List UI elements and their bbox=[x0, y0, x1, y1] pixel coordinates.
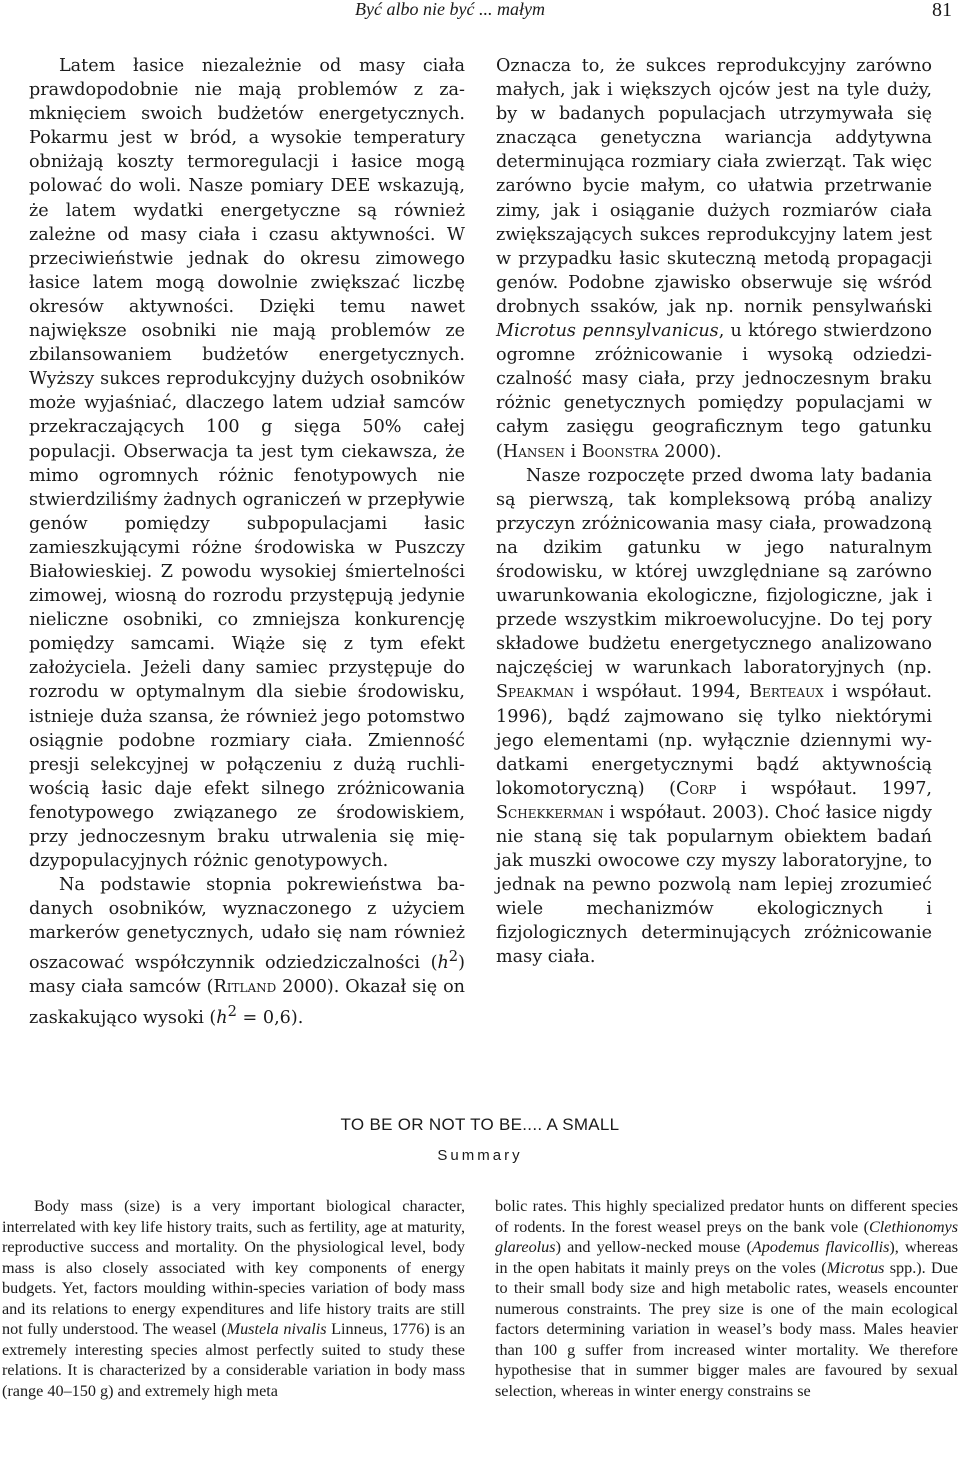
main-text-right-column bbox=[496, 54, 932, 970]
summary-text: ), whereas in the open habitats it mainly preys on the voles ( bbox=[495, 1238, 959, 1277]
citation-author: Corp bbox=[675, 778, 717, 799]
citation-author: Ritland bbox=[213, 977, 277, 998]
paragraph-text: 2000). Okazał się on zaskakująco wysoki ( bbox=[29, 977, 465, 1028]
paragraph-text: Na podstawie stopnia pokrewieństwa badanych osobników, wyznaczonego z użyciem markerów genetycznych, udało się nam również oszacować współczynnik odziedziczalności ( bbox=[29, 875, 465, 974]
heritability-symbol: h bbox=[216, 1007, 228, 1028]
heritability-symbol: h bbox=[437, 953, 449, 974]
species-name: Apodemus flavicollis bbox=[751, 1238, 890, 1256]
paragraph bbox=[496, 464, 932, 970]
citation-author: Berteaux bbox=[749, 682, 824, 703]
paragraph-text: , u którego stwierdzono ogromne zróżnicowanie i wysoką odziedziczalność masy ciała, przy jednoczesnym braku różnic genetycznych pomiędzy populacjami w całym zasięgu geograficznym tego gatunku ( bbox=[496, 321, 932, 462]
paragraph-text: Nasze rozpoczęte przed dwoma laty badania są pierwszą, tak kompleksową próbą analizy przyczyn zróżnicowania masy ciała, prowadzoną na dzikim gatunku w jego naturalnym środowisku, w której uwzględniane są zarówno uwarunkowania ekologiczne, fizjologiczne, jak i przede wszystkim mikroewolucyjne. Do tej pory składowe budżetu energetycznego analizowano najczęściej w warunkach laboratoryjnych (np. bbox=[496, 465, 932, 679]
summary-text: ) and yellow-necked mouse ( bbox=[555, 1238, 752, 1256]
species-name: Microtus bbox=[826, 1258, 885, 1277]
paragraph bbox=[29, 873, 465, 1029]
summary-text: spp.). Due to their small body size and high metabolic rates, weasels encounter numerous constraints. The prey size is one of the main ecological factors determining variation in weasel’s body mass. Males heavier than 100 g suffer from increased winter mortality. We therefore hypothesise that in summer bigger males are favoured by sexual selection, whereas in winter energy constrains se bbox=[495, 1258, 958, 1400]
summary-label: Summary bbox=[437, 1147, 523, 1164]
species-name: Microtus pennsylvanicus bbox=[496, 321, 719, 342]
paragraph-text: Latem łasice niezależnie od masy ciała prawdopodobnie nie mają problemów z zamknięciem swoich budżetów energetycznych. Pokarmu jest w bród, a wysokie temperatury obniżają koszty termoregulacji i łasice mogą polować do woli. Nasze pomiary DEE wskazują, że latem wydatki energetyczne są również zależne od masy ciała i czasu aktywności. W przeciwieństwie jednak do okresu zimowego łasice latem mogą dowolnie zwiększać liczbę okresów aktywności. Dzięki temu nawet największe osobniki nie mają problemów ze zbilansowaniem budżetów energetycznych. Wyższy sukces reprodukcyjny dużych osobników może wyjaśniać, dlaczego latem udział samców przekraczających 100 g sięga 50% całej populacji. Obserwacja ta jest tym ciekawsza, że mimo ogromnych różnic fenotypowych nie stwierdziliśmy żadnych ograniczeń w przepływie genów pomiędzy subpopulacjami łasic zamieszkującymi różne środowiska w Puszczy Białowieskiej. Z powodu wysokiej śmiertelności zimowej, wiosną do rozrodu przystępują jedynie nieliczne osobniki, co zmniejsza konkurencję pomiędzy samcami. Wiąże się z tym efekt założyciela. Jeżeli dany samiec przystępuje do rozrodu w optymalnym dla siebie środowisku, istnieje duża szansa, że również jego potomstwo osiągnie podobne rozmiary ciała. Zmienność presji selekcyjnej w połączeniu z dużą ruchliwością łasic daje efekt silnego zróżnicowania fenotypowego związanego ze środowiskiem, przy jednoczesnym braku utrwalenia się międzypopulacyjnych różnic genotypowych. bbox=[29, 56, 465, 872]
citation-author: Boonstra bbox=[581, 441, 659, 462]
paragraph-text: i współaut. 2003). Choć łasice nigdy nie staną się tak popularnym obiektem badań jak muszki owocowe czy myszy laboratoryjne, to jednak na pewno pozwolą nam lepiej zrozumieć wiele mechanizmów ekologicznych i fizjologicznych determinujących zróżnicowanie masy ciała. bbox=[496, 802, 932, 968]
summary-paragraph bbox=[495, 1196, 958, 1401]
species-name: Mustela nivalis bbox=[226, 1320, 327, 1338]
running-title: Być albo nie być ... małym bbox=[355, 0, 545, 19]
citation-author: Speakman bbox=[496, 682, 574, 703]
summary-text: Linneus, 1776) is an extremely interesting species almost perfectly suited to study these relations. It is characterized by a considerable variation in body mass (range 40–150 g) and extremely high meta bbox=[2, 1320, 466, 1400]
summary-text: bolic rates. This highly specialized predator hunts on different species of rodents. In the forest weasel preys on the bank vole ( bbox=[495, 1197, 958, 1236]
paragraph bbox=[496, 54, 932, 464]
citation-author: Schekkerman bbox=[496, 802, 604, 823]
page-number: 81 bbox=[932, 0, 952, 21]
superscript: 2 bbox=[227, 1002, 237, 1020]
paragraph-text: i współaut. 1994, bbox=[573, 682, 750, 703]
summary-paragraph bbox=[2, 1196, 465, 1401]
superscript: 2 bbox=[448, 948, 459, 966]
paragraph-text: i współaut. 1996), bądź zajmowano się tylko niektórymi jego elementami (np. wyłącznie dziennymi wydatkami energetycznymi bądź aktywnością lokomotoryczną) ( bbox=[496, 682, 932, 799]
paragraph-text: ) masy ciała samców ( bbox=[29, 953, 465, 998]
paragraph-text: i bbox=[564, 441, 582, 462]
paragraph-text: i współaut. 1997, bbox=[716, 778, 932, 799]
paragraph-text: 2000). bbox=[658, 441, 722, 462]
summary-right-column bbox=[495, 1196, 958, 1401]
main-text-left-column bbox=[29, 54, 465, 1029]
paragraph bbox=[29, 54, 465, 873]
citation-author: Hansen bbox=[502, 441, 565, 462]
summary-title: TO BE OR NOT TO BE.... A SMALL bbox=[340, 1115, 620, 1134]
paragraph-text: = 0,6). bbox=[236, 1007, 304, 1028]
summary-text: Body mass (size) is a very important biological character, interrelated with key life history traits, such as fertility, age at maturity, reproductive success and mortality. On the physiological level, body mass is also closely associated with key components of energy budgets. Yet, factors moulding within-species variation of body mass and its relations to energy expenditures and life history traits are still not fully understood. The weasel ( bbox=[2, 1197, 465, 1338]
species-name: Clethionomys glareolus bbox=[495, 1217, 958, 1256]
paragraph-text: Oznacza to, że sukces reprodukcyjny zarówno małych, jak i większych ojców jest na tyle duży, by w badanych populacjach utrzymywała się znacząca genetyczna wariancja addytywna determinująca rozmiary ciała zwierząt. Tak więc zarówno bycie małym, co ułatwia przetrwanie zimy, jak i osiąganie dużych rozmiarów ciała zwiększających sukces reprodukcyjny latem jest w przypadku łasic skuteczną metodą propagacji genów. Podobne zjawisko obserwuje się wśród drobnych ssaków, jak np. nornik pensylwański bbox=[496, 56, 932, 317]
summary-left-column bbox=[2, 1196, 465, 1401]
